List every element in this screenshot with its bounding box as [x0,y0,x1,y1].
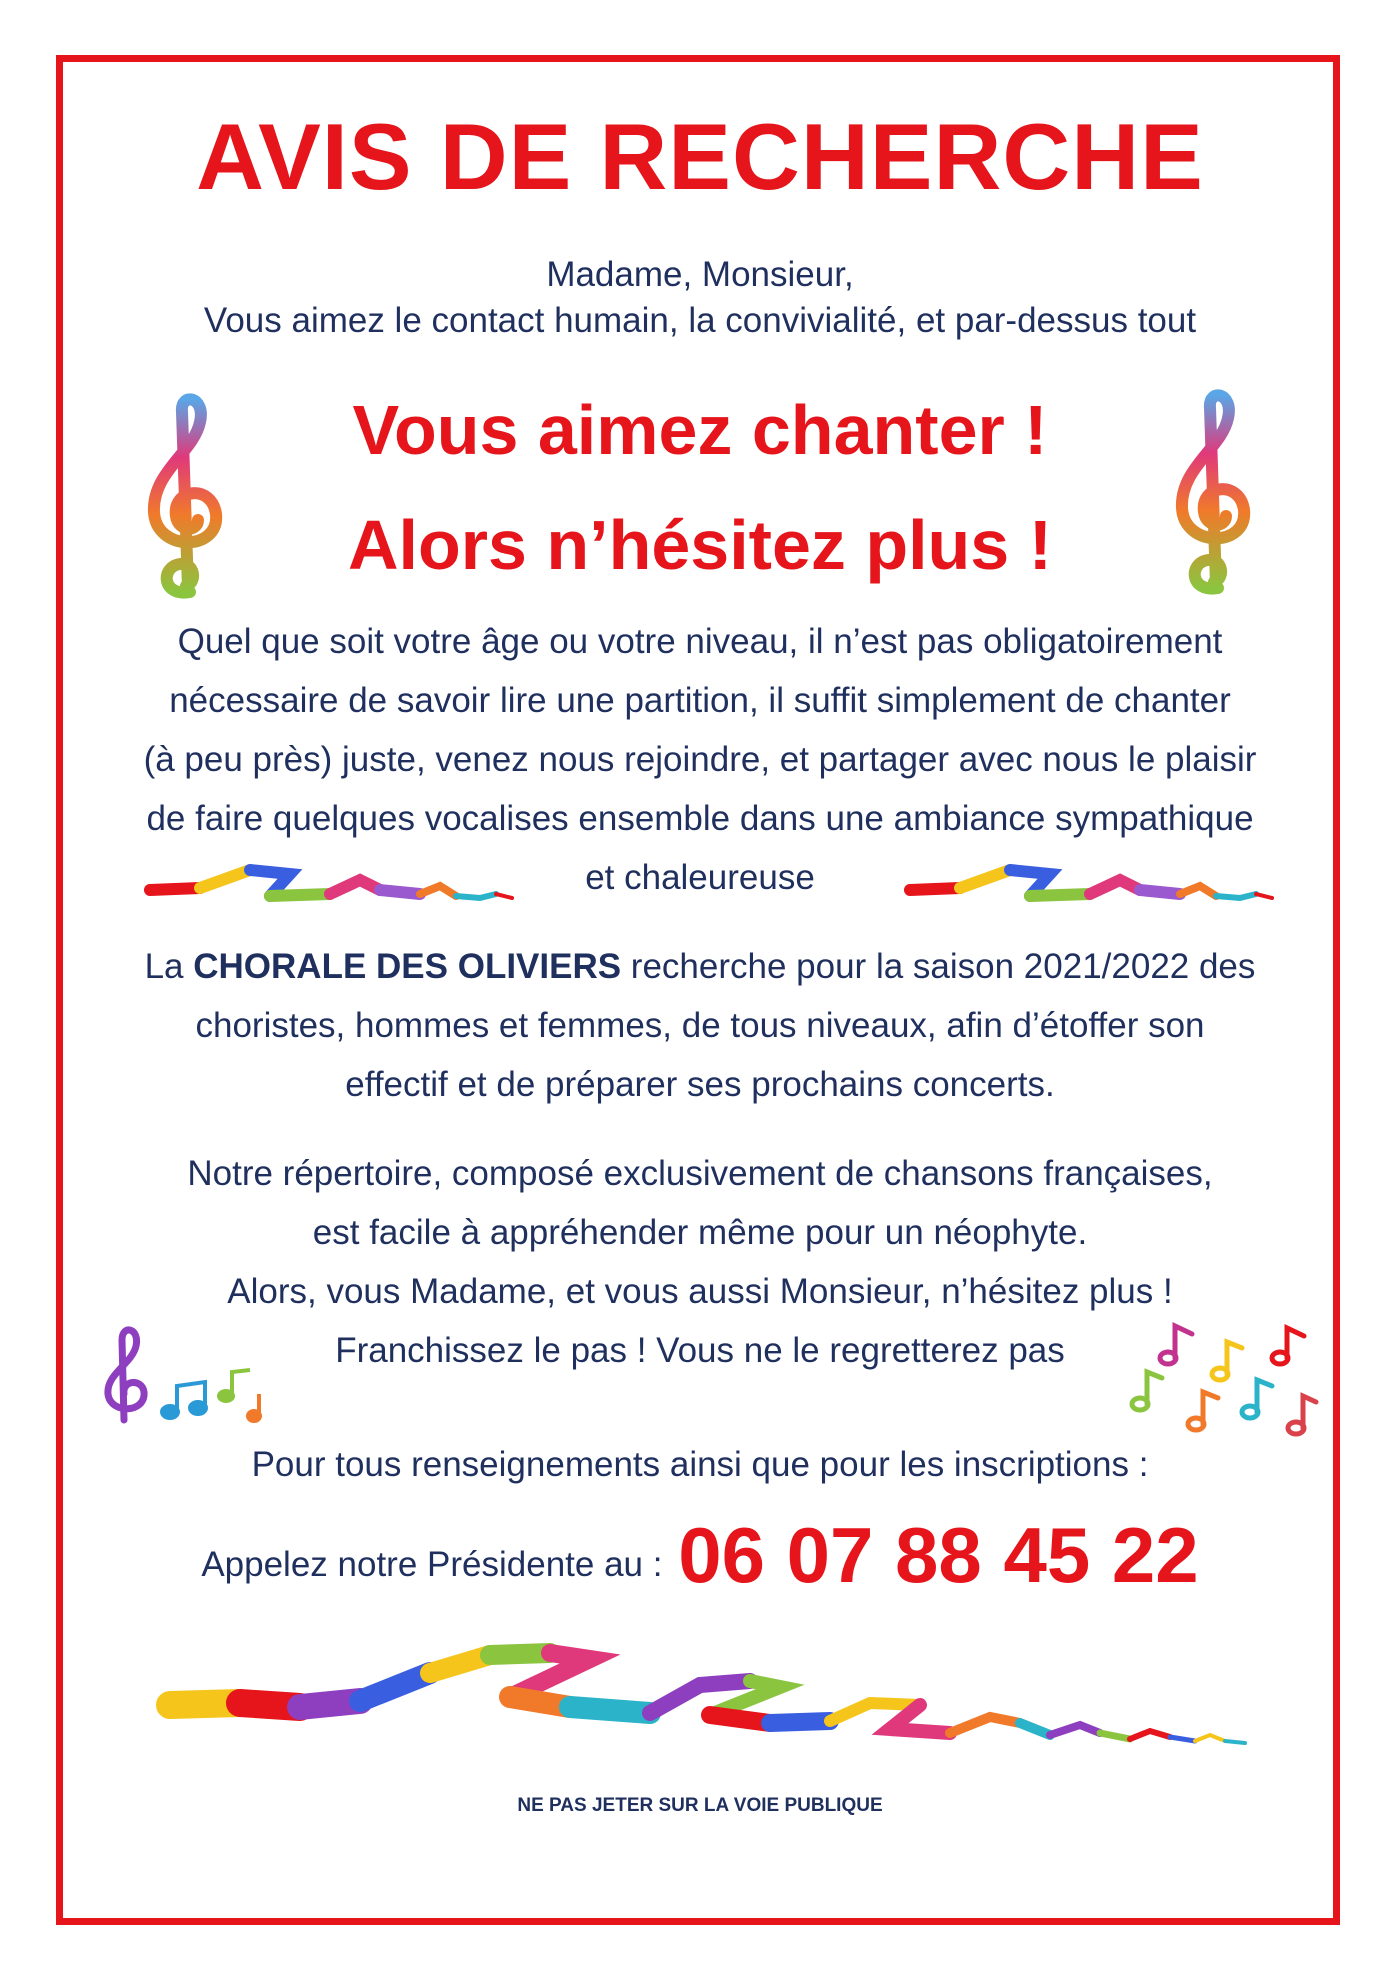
music-notes-icon-right [1120,1318,1320,1448]
paragraph3-line: Franchissez le pas ! Vous ne le regretterez pas [335,1331,1065,1370]
paragraph2-line [0,937,1400,996]
paragraph3-line: Alors, vous Madame, et vous aussi Monsieur, n’hésitez plus ! [227,1272,1173,1311]
greeting-block [0,252,1400,343]
choir-name: CHORALE DES OLIVIERS [193,947,622,986]
paragraph3-line: est facile à appréhender même pour un néophyte. [312,1213,1088,1252]
paragraph1-line: et chaleureuse [585,858,815,897]
paragraph1-line: nécessaire de savoir lire une partition, il suffit simplement de chanter [169,681,1231,720]
headline-sing: Vous aimez chanter ! [352,391,1048,469]
paragraph1-line: Quel que soit votre âge ou votre niveau, il n’est pas obligatoirement [177,622,1223,661]
music-notes-icon-ribbon-bottom [150,1625,1270,1780]
treble-clef-icon-right [1170,388,1260,598]
intro-text: Vous aimez le contact humain, la convivialité, et par-dessus tout [203,300,1197,340]
treble-clef-icon-left [142,392,232,602]
paragraph-recruitment [0,937,1400,1114]
paragraph2-line: effectif et de préparer ses prochains concerts. [345,1065,1055,1104]
paragraph1-line: de faire quelques vocalises ensemble dans une ambiance sympathique [146,799,1254,838]
headline-hesitate: Alors n’hésitez plus ! [348,506,1052,584]
paragraph3-line: Notre répertoire, composé exclusivement de chansons françaises, [187,1154,1213,1193]
contact-intro: Pour tous renseignements ainsi que pour les inscriptions : [251,1445,1149,1484]
music-notes-icon-ribbon-left [140,850,520,930]
paragraph2-suffix: recherche pour la saison 2021/2022 des [621,947,1256,986]
footer-notice: NE PAS JETER SUR LA VOIE PUBLIQUE [517,1795,883,1816]
poster-title: AVIS DE RECHERCHE [196,104,1204,209]
music-notes-icon-left [100,1320,275,1430]
paragraph2-prefix: La [144,947,194,986]
contact-line [0,1510,1400,1601]
contact-call: Appelez notre Présidente au : [201,1545,663,1584]
phone-number: 06 07 88 45 22 [678,1511,1199,1599]
paragraph1-line: (à peu près) juste, venez nous rejoindre, et partager avec nous le plaisir [143,740,1257,779]
music-notes-icon-ribbon-right [900,850,1280,930]
paragraph2-line: choristes, hommes et femmes, de tous niveaux, afin d’étoffer son [195,1006,1205,1045]
greeting: Madame, Monsieur, [546,255,854,294]
